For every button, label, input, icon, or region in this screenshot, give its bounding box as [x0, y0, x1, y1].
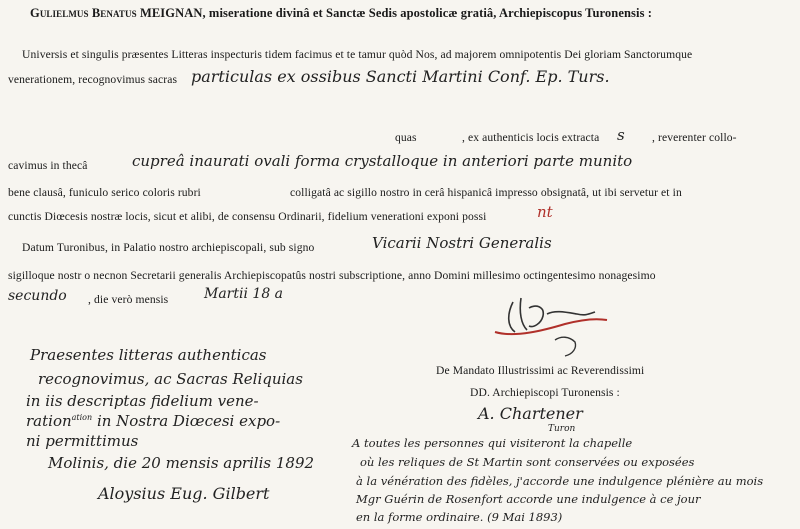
secretary-signature-red — [485, 290, 615, 360]
right-note-subscript: Turon — [548, 424, 576, 434]
document-title — [30, 6, 652, 21]
mandate-line-1: De Mandato Illustrissimi ac Reverendissimi — [436, 364, 645, 377]
handwritten-year: secundo — [8, 288, 67, 304]
body-line-6: cunctis Diœcesis nostræ locis, sicut et alibi, de consensu Ordinarii, fidelium venerationi exponi possi — [8, 210, 487, 223]
body-line-8: sigilloque nostr o necnon Secretarii generalis Archiepiscopatûs nostri subscriptione, anno Domini millesimo octingentesimo nonagesimo — [8, 269, 656, 282]
left-note-signature: Aloysius Eug. Gilbert — [98, 484, 270, 503]
handwritten-nt: nt — [537, 203, 553, 221]
left-note-superscript: ation — [71, 413, 93, 422]
right-note-signature: A. Chartener — [478, 404, 583, 423]
right-note-line-4: Mgr Guérin de Rosenfort accorde une indulgence à ce jour — [356, 492, 701, 506]
body-line-5b: colligatâ ac sigillo nostro in cerâ hispanicâ impresso obsignatâ, ut ibi servetur et in — [290, 186, 682, 199]
left-note-line-4-start: ration — [26, 412, 72, 430]
left-note-line-4-rest: in Nostra Diœcesi expo- — [96, 412, 281, 430]
title-rest: miseratione divinâ et Sanctæ Sedis apostolicæ gratiâ, Archiepiscopus Turonensis : — [205, 6, 653, 20]
left-note-line-4 — [26, 412, 280, 430]
left-note-line-5: ni permittimus — [26, 432, 139, 450]
right-note-line-5: en la forme ordinaire. (9 Mai 1893) — [356, 510, 563, 524]
mandate-line-2: DD. Archiepiscopi Turonensis : — [470, 386, 620, 399]
right-note-line-1: A toutes les personnes qui visiteront la chapelle — [352, 436, 633, 450]
body-line-4: cavimus in thecâ — [8, 159, 88, 172]
body-line-3-ex: , ex authenticis locis extracta — [462, 131, 600, 144]
right-note-line-3: à la vénération des fidèles, j'accorde une indulgence plénière au mois — [356, 474, 764, 488]
body-line-3-rest: , reverenter collo- — [652, 131, 737, 144]
archbishop-name: Gulielmus Benatus MEIGNAN, — [30, 6, 206, 20]
left-note-line-1: Praesentes litteras authenticas — [30, 346, 267, 364]
body-line-3-quas — [395, 131, 417, 144]
handwritten-relic-description: particulas ex ossibus Sancti Martini Conf. Ep. Turs. — [191, 67, 610, 86]
body-line-1: Universis et singulis præsentes Litteras inspecturis tidem facimus et te tamur quòd Nos, ad majorem omnipotentis Dei gloriam Sanctorumque — [22, 48, 693, 61]
body-line-2: venerationem, recognovimus sacras — [8, 73, 178, 86]
body-line-7: Datum Turonibus, in Palatio nostro archiepiscopali, sub signo — [22, 241, 315, 254]
body-line-9: , die verò mensis — [88, 293, 169, 306]
body-line-5a: bene clausâ, funiculo serico coloris rubri — [8, 186, 201, 199]
handwritten-case-description: cupreâ inaurati ovali forma crystalloque in anteriori parte munito — [132, 152, 633, 170]
handwritten-s: s — [617, 126, 625, 144]
quas-word: quas — [395, 131, 417, 144]
left-note-line-3: in iis descriptas fidelium vene- — [26, 392, 259, 410]
handwritten-vicar: Vicarii Nostri Generalis — [372, 234, 552, 252]
left-note-line-2: recognovimus, ac Sacras Reliquias — [38, 370, 303, 388]
handwritten-date: Martii 18 a — [204, 286, 284, 302]
right-note-line-2: où les reliques de St Martin sont conservées ou exposées — [360, 455, 695, 469]
left-note-line-6: Molinis, die 20 mensis aprilis 1892 — [48, 454, 315, 472]
